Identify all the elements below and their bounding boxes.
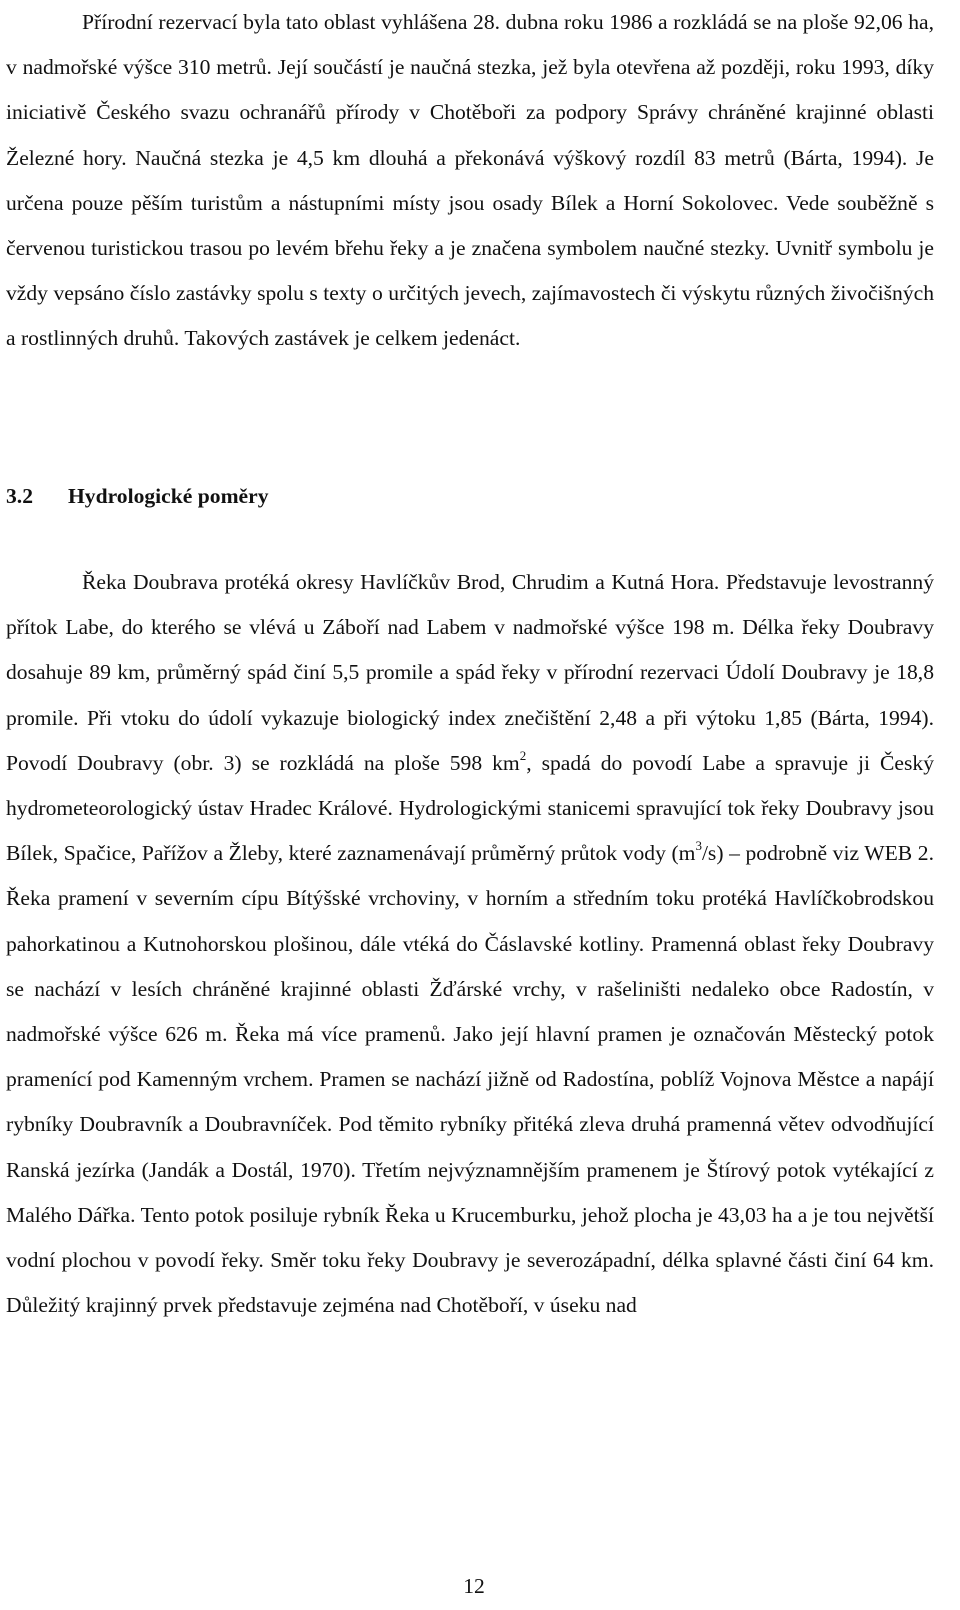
paragraph-hydrology-text-3: /s) – podrobně viz WEB 2. Řeka pramení v severním cípu Bítýšské vrchoviny, v horním a středním toku protéká Havlíčkobrodskou pahorkatinou a Kutnohorskou plošinou, dále vtéká do Čáslavské kotliny. Pramenná oblast řeky Doubravy se nachází v lesích chráněné krajinné oblasti Žďárské vrchy, v rašeliništi nedaleko obce Radostín, v nadmořské výšce 626 m. Řeka má více pramenů. Jako její hlavní pramen je označován Městecký potok pramenící pod Kamenným vrchem. Pramen se nachází jižně od Radostína, poblíž Vojnova Městce a napájí rybníky Doubravník a Doubravníček. Pod těmito rybníky přitéká zleva druhá pramenná větev odvodňující Ranská jezírka (Jandák a Dostál, 1970). Třetím nejvýznamnějším pramenem je Štírový potok vytékající z Malého Dářka. Tento potok posiluje rybník Řeka u Krucemburku, jehož plocha je 43,03 ha a je tou největší vodní plochou v povodí řeky. Směr toku řeky Doubravy je severozápadní, délka splavné části činí 64 km. Důležitý krajinný prvek představuje zejména nad Chotěboří, v úseku nad xyxy=(6,841,934,1318)
page-number: 12 xyxy=(463,1574,485,1598)
paragraph-nature-reserve xyxy=(6,0,934,362)
superscript-volume-unit: 3 xyxy=(695,838,702,854)
paragraph-hydrology-text-1: Řeka Doubrava protéká okresy Havlíčkův Brod, Chrudim a Kutná Hora. Představuje levostranný přítok Labe, do kterého se vlévá u Záboří nad Labem v nadmořské výšce 198 m. Délka řeky Doubravy dosahuje 89 km, průměrný spád činí 5,5 promile a spád řeky v přírodní rezervaci Údolí Doubravy je 18,8 promile. Při vtoku do údolí vykazuje biologický index znečištění 2,48 a při výtoku 1,85 (Bárta, 1994). Povodí Doubravy (obr. 3) se rozkládá na ploše 598 km xyxy=(6,570,934,775)
section-title: Hydrologické poměry xyxy=(68,484,269,508)
paragraph-hydrology-text-2: , spadá do povodí Labe a spravuje ji Český hydrometeorologický ústav Hradec Králové. Hydrologickými stanicemi spravující tok řeky Doubravy jsou Bílek, Spačice, Pařížov a Žleby, které zaznamenávají průměrný průtok vody (m xyxy=(6,750,934,866)
paragraph-nature-reserve-text: Přírodní rezervací byla tato oblast vyhlášena 28. dubna roku 1986 a rozkládá se na ploše 92,06 ha, v nadmořské výšce 310 metrů. Její součástí je naučná stezka, jež byla otevřena až později, roku 1993, díky iniciativě Českého svazu ochranářů přírody v Chotěboři za podpory Správy chráněné krajinné oblasti Železné hory. Naučná stezka je 4,5 km dlouhá a překonává výškový rozdíl 83 metrů (Bárta, 1994). Je určena pouze pěším turistům a nástupními místy jsou osady Bílek a Horní Sokolovec. Vede souběžně s červenou turistickou trasou po levém břehu řeky a je značena symbolem naučné stezky. Uvnitř symbolu je vždy vepsáno číslo zastávky spolu s texty o určitých jevech, zajímavostech či výskytu různých živočišných a rostlinných druhů. Takových zastávek je celkem jedenáct. xyxy=(6,10,934,351)
section-number: 3.2 xyxy=(6,484,33,508)
section-heading xyxy=(6,476,269,516)
superscript-area-unit: 2 xyxy=(519,747,527,763)
paragraph-hydrology xyxy=(6,560,934,1328)
